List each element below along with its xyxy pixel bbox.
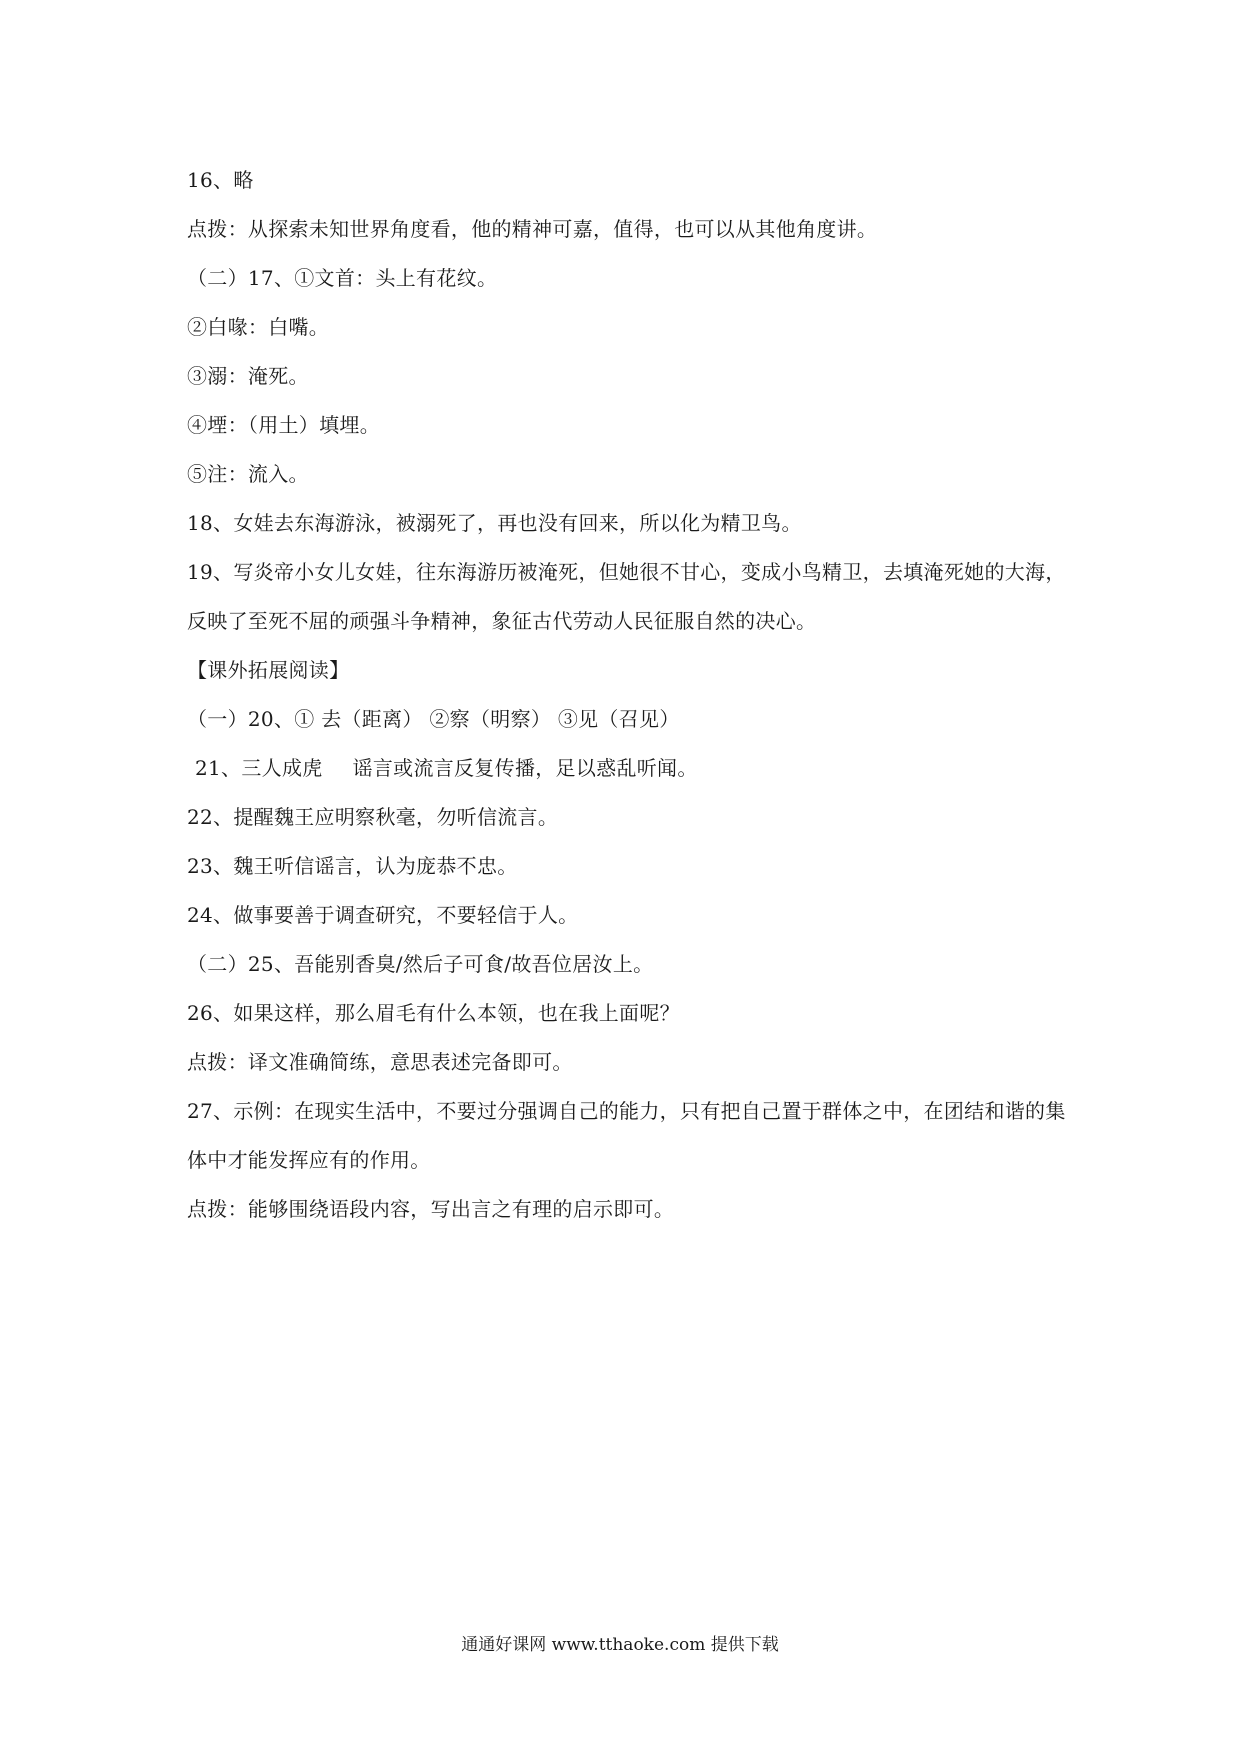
- answer-17: （二）17、①文首：头上有花纹。: [187, 266, 498, 290]
- answer-19: 19、写炎帝小女儿女娃，往东海游历被淹死，但她很不甘心，变成小鸟精卫，去填淹死她的大海，反映了至死不屈的顽强斗争精神，象征古代劳动人民征服自然的决心。: [187, 560, 1066, 633]
- answer-16: 16、略: [187, 168, 254, 192]
- answer-17-item-5: ⑤注：流入。: [187, 462, 309, 486]
- answer-21-meaning: 谣言或流言反复传播，足以惑乱听闻。: [352, 756, 698, 780]
- answer-21-idiom: 21、三人成虎: [195, 756, 323, 780]
- answer-17-item-3: ③溺：淹死。: [187, 364, 309, 388]
- answer-24: 24、做事要善于调查研究，不要轻信于人。: [187, 903, 579, 927]
- answer-16-hint: 点拨：从探索未知世界角度看，他的精神可嘉，值得，也可以从其他角度讲。: [187, 217, 878, 241]
- page-footer: 通通好课网 www.tthaoke.com 提供下载: [461, 1635, 779, 1655]
- answer-17-item-2: ②白喙：白嘴。: [187, 315, 330, 339]
- answer-18: 18、女娃去东海游泳，被溺死了，再也没有回来，所以化为精卫鸟。: [187, 511, 802, 535]
- section-title: 【课外拓展阅读】: [187, 658, 350, 682]
- answer-26: 26、如果这样，那么眉毛有什么本领，也在我上面呢？: [187, 1001, 680, 1025]
- answer-20: （一）20、① 去（距离） ②察（明察） ③见（召见）: [187, 707, 680, 731]
- answer-21: [187, 744, 1067, 793]
- answer-23: 23、魏王听信谣言，认为庞恭不忠。: [187, 854, 518, 878]
- answer-content: [187, 156, 1067, 1234]
- answer-27-hint: 点拨：能够围绕语段内容，写出言之有理的启示即可。: [187, 1197, 675, 1221]
- answer-17-item-4: ④堙：（用土）填埋。: [187, 413, 380, 437]
- answer-27: 27、示例：在现实生活中，不要过分强调自己的能力，只有把自己置于群体之中，在团结和谐的集体中才能发挥应有的作用。: [187, 1099, 1066, 1172]
- answer-26-hint: 点拨：译文准确简练，意思表述完备即可。: [187, 1050, 573, 1074]
- answer-25: （二）25、吾能别香臭/然后子可食/故吾位居汝上。: [187, 952, 654, 976]
- answer-22: 22、提醒魏王应明察秋毫，勿听信流言。: [187, 805, 559, 829]
